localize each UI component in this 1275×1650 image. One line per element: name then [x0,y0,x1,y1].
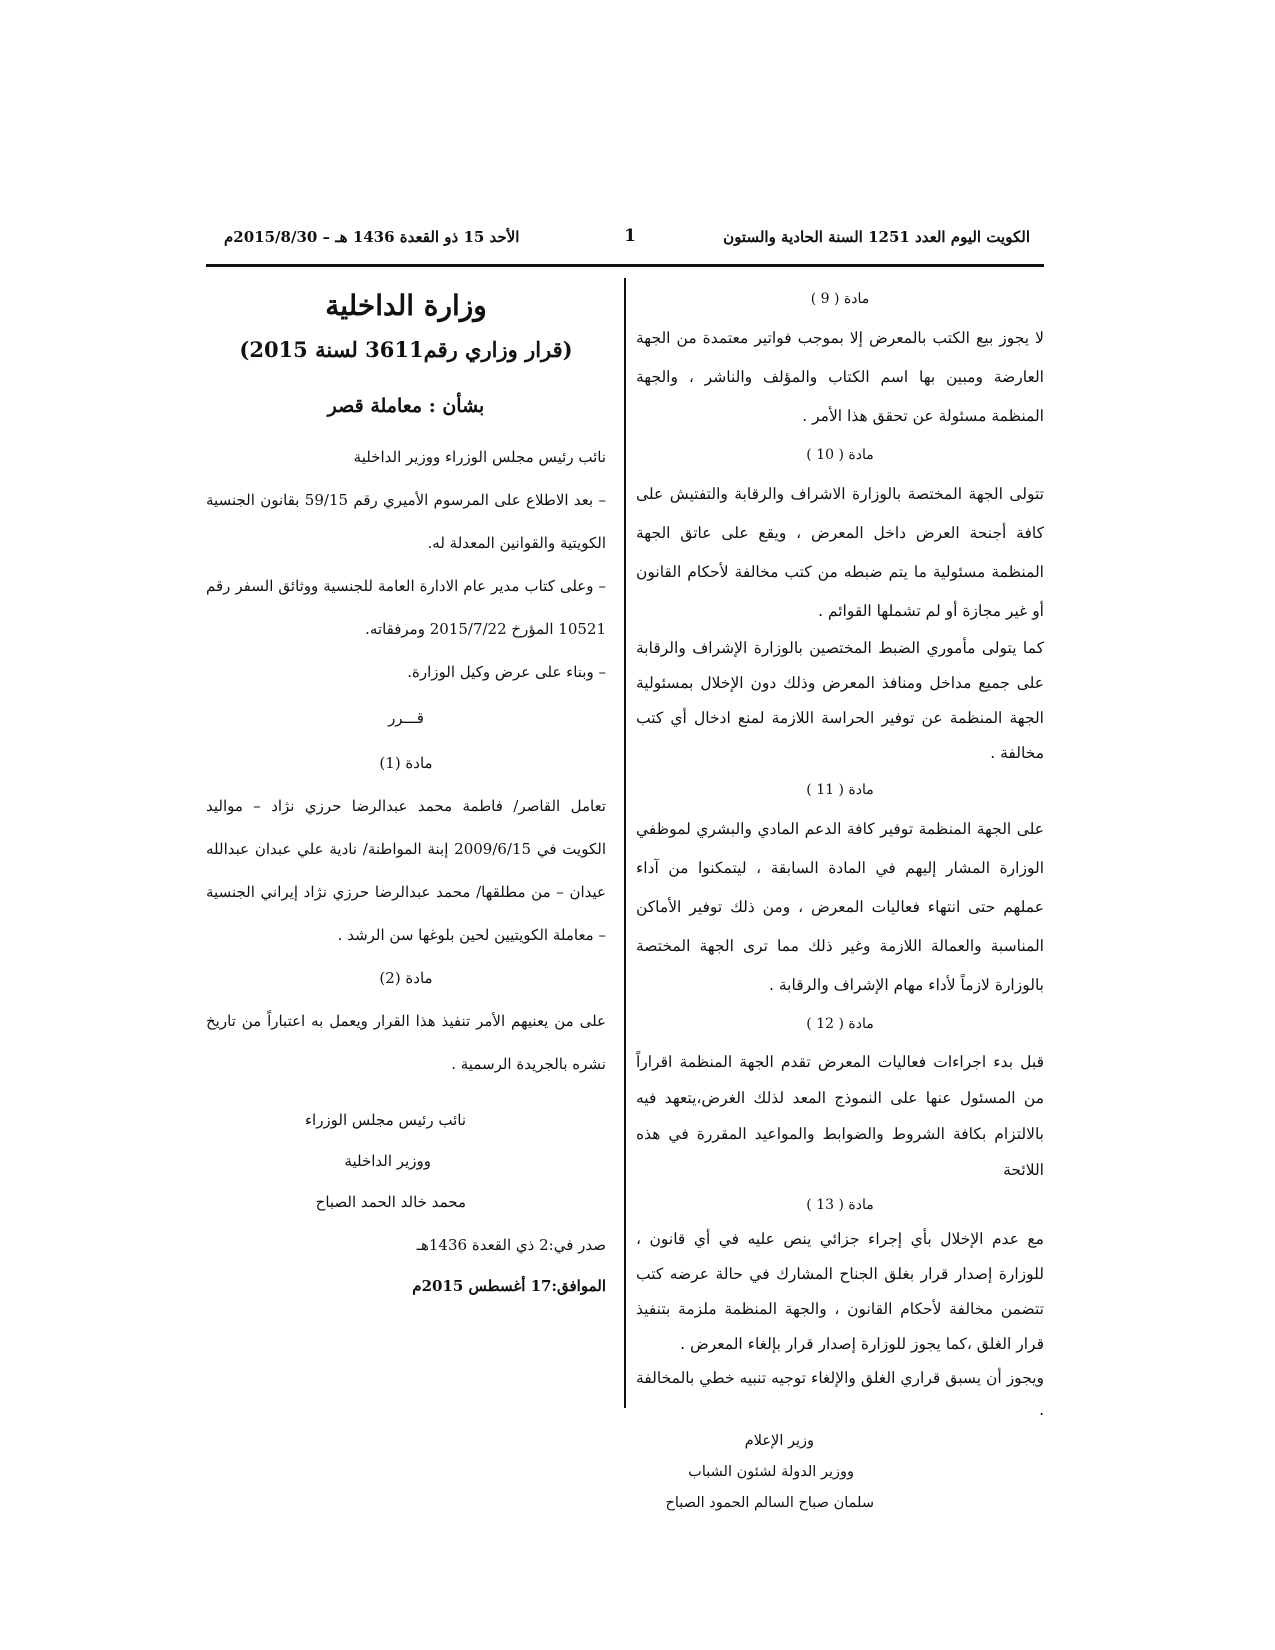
preamble-line-2: – بعد الاطلاع على المرسوم الأميري رقم 59/15 بقانون الجنسية الكويتية والقوانين المعدلة له. [206,491,606,552]
article-12-label: مادة ( 12 ) [806,1016,874,1032]
article-11-label: مادة ( 11 ) [806,782,874,798]
left-column [206,280,606,1307]
article-9-label: مادة ( 9 ) [810,291,870,307]
preamble-line-3: – وعلى كتاب مدير عام الادارة العامة للجنسية ووثائق السفر رقم 10521 المؤرخ 2015/7/22 ومرفقاته. [206,577,606,638]
signature-name: محمد خالد الحمد الصباح [315,1193,466,1211]
preamble-line-1: نائب رئيس مجلس الوزراء ووزير الداخلية [353,448,606,466]
article-10-text-2: كما يتولى مأموري الضبط المختصين بالوزارة الإشراف والرقابة على جميع مداخل ومنافذ المعرض وذلك دون الإخلال بمسئولية الجهة المنظمة عن توفير الحراسة اللازمة لمنع ادخال أي كتب مخالفة . [636,639,1044,762]
article-9-text: لا يجوز بيع الكتب بالمعرض إلا بموجب فواتير معتمدة من الجهة العارضة ومبين بها اسم الكتاب والمؤلف والناشر ، والجهة المنظمة مسئولة عن تحقق هذا الأمر . [636,329,1044,425]
header-rule [206,264,1044,267]
signature-name: سلمان صباح السالم الحمود الصباح [665,1495,874,1511]
column-divider [624,278,626,1408]
decided-heading: قـــرر [388,709,424,727]
article-10-text: تتولى الجهة المختصة بالوزارة الاشراف والرقابة والتفتيش على كافة أجنحة العرض داخل المعرض ، ويقع على عاتق الجهة المنظمة مسئولية ما يتم ضبطه من كتب مخالفة لأحكام القانون أو غير مجازة أو لم تشملها القوائم . [636,485,1044,620]
article-13-label: مادة ( 13 ) [806,1197,874,1213]
header-issue-info: الكويت اليوم العدد 1251 السنة الحادية والستون [723,228,1030,246]
left-signature [206,1100,606,1307]
signature-title-2: ووزير الدولة لشئون الشباب [688,1464,854,1480]
ministry-title: وزارة الداخلية [325,289,487,322]
right-signature [636,1426,874,1519]
preamble-line-4: – وبناء على عرض وكيل الوزارة. [407,663,606,681]
page-number: 1 [624,226,636,246]
signature-title-1: وزير الإعلام [744,1433,814,1449]
article-1-label: مادة (1) [379,754,433,772]
article-13-text: مع عدم الإخلال بأي إجراء جزائي ينص عليه في أي قانون ، للوزارة إصدار قرار بغلق الجناح المشارك في حالة عرضه كتب تتضمن مخالفة لأحكام القانون ، والجهة المنظمة ملزمة بتنفيذ قرار الغلق ،كما يجوز للوزارة إصدار قرار بإلغاء المعرض . [636,1230,1044,1353]
article-2-label: مادة (2) [379,969,433,987]
signature-title-2: ووزير الداخلية [344,1152,431,1170]
header-date: الأحد 15 ذو القعدة 1436 هـ – 2015/8/30م [224,228,520,246]
corresponding-date: الموافق:17 أغسطس 2015م [412,1277,606,1295]
signature-title-1: نائب رئيس مجلس الوزراء [304,1111,466,1129]
article-2-text: على من يعنيهم الأمر تنفيذ هذا القرار ويعمل به اعتباراً من تاريخ نشره بالجريدة الرسمية . [206,1012,606,1073]
decree-subject: بشأن : معاملة قصر [327,395,485,417]
article-10-label: مادة ( 10 ) [806,447,874,463]
article-1-text: تعامل القاصر/ فاطمة محمد عبدالرضا حرزي نژاد – مواليد الكويت في 2009/6/15 إبنة المواطنة/ نادية علي عبدان عبدالله عيدان – من مطلقها/ محمد عبدالرضا حرزي نژاد إيراني الجنسية – معاملة الكويتيين لحين بلوغها سن الرشد . [206,797,606,944]
article-11-text: على الجهة المنظمة توفير كافة الدعم المادي والبشري لموظفي الوزارة المشار إليهم في المادة السابقة ، ليتمكنوا من آداء عملهم حتى انتهاء فعاليات المعرض ، ومن ذلك توفير الأماكن المناسبة والعمالة اللازمة وغير ذلك مما ترى الجهة المختصة بالوزارة لازماً لأداء مهام الإشراف والرقابة . [636,820,1044,994]
decree-title: (قرار وزاري رقم3611 لسنة 2015) [239,337,573,362]
article-13-text-2: ويجوز أن يسبق قراري الغلق والإلغاء توجيه تنبيه خطي بالمخالفة . [636,1369,1044,1419]
issue-date: صدر في:2 ذي القعدة 1436هـ [416,1236,606,1254]
preamble [206,436,606,1086]
right-column [636,280,1044,1519]
article-12-text: قبل بدء اجراءات فعاليات المعرض تقدم الجهة المنظمة اقراراً من المسئول عنها على النموذج المعد لذلك الغرض،يتعهد فيه بالالتزام بكافة الشروط والضوابط والمواعيد المقررة في هذه اللائحة [636,1053,1044,1179]
